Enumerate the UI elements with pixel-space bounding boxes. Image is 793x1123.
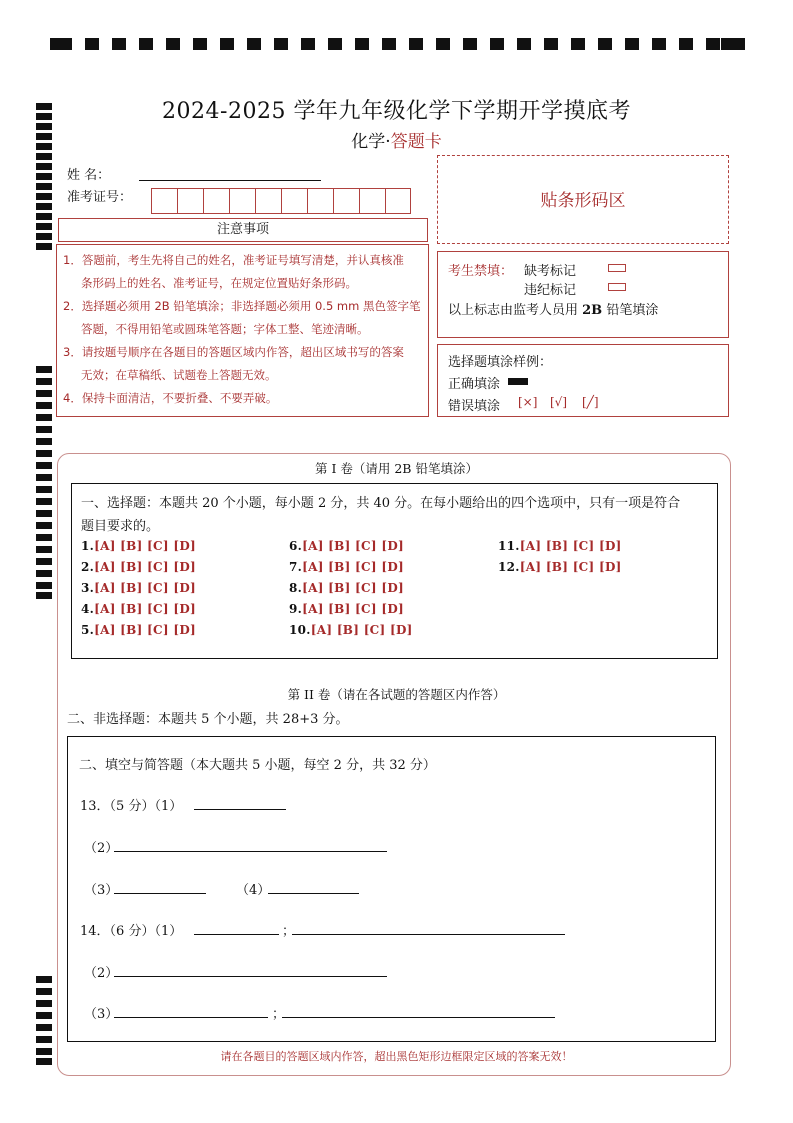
q14-3-label: （3）: [84, 1007, 119, 1022]
fill-example-box: 选择题填涂样例： 正确填涂 错误填涂 [×] [√] [╱]: [437, 344, 729, 417]
notice-box: 1．答题前，考生先将自己的姓名，准考证号填写清楚，并认真核准 条形码上的姓名、准考证号，在规定位置贴好条形码。 2．选择题必须用 2B 铅笔填涂；非选择题必须用 0.5 mm 黑色签字笔 答题，不得用铅笔或圆珠笔答题；字体工整、笔迹清晰。 3．请按题号顺序在各题目的答题区域内作答，超出区域书写的答案 无效；在草稿纸、试题卷上答题无效。 4．保持卡面清洁，不要折叠、不要弄破。: [56, 244, 429, 417]
q14-2-answer-line[interactable]: [114, 976, 387, 977]
q13-4-answer-line[interactable]: [268, 893, 359, 894]
name-field[interactable]: [139, 180, 321, 181]
q13-3-label: （3）: [84, 883, 119, 898]
name-label: 姓 名：: [67, 168, 111, 183]
question-11[interactable]: 11.[A] [B] [C] [D]: [498, 539, 622, 553]
question-12[interactable]: 12.[A] [B] [C] [D]: [498, 560, 622, 574]
question-8[interactable]: 8.[A] [B] [C] [D]: [289, 581, 405, 595]
id-label: 准考证号：: [67, 190, 133, 205]
q13-2-label: （2）: [84, 841, 119, 856]
barcode-label: 贴条形码区: [540, 191, 626, 211]
q14-3a-answer-line[interactable]: [114, 1017, 268, 1018]
q13-2-answer-line[interactable]: [114, 851, 387, 852]
id-boxes[interactable]: [151, 188, 411, 214]
absent-mark-box[interactable]: [608, 264, 626, 272]
q14-3b-answer-line[interactable]: [282, 1017, 555, 1018]
part2-heading: 第 II 卷（请在各试题的答题区内作答）: [287, 687, 506, 702]
question-3[interactable]: 3.[A] [B] [C] [D]: [81, 581, 197, 595]
page-title: 2024-2025 学年九年级化学下学期开学摸底考: [162, 99, 631, 124]
q14-2-label: （2）: [84, 966, 119, 981]
question-6[interactable]: 6.[A] [B] [C] [D]: [289, 539, 405, 553]
q13-1-answer-line[interactable]: [194, 809, 286, 810]
top-timing-marks: [50, 38, 745, 50]
barcode-area: [437, 155, 729, 244]
q14-1b-answer-line[interactable]: [292, 934, 565, 935]
footer-warning: 请在各题目的答题区域内作答，超出黑色矩形边框限定区域的答案无效！: [220, 1050, 573, 1063]
q13-3-answer-line[interactable]: [114, 893, 206, 894]
exam-marks-box: 考生禁填： 缺考标记 违纪标记 以上标志由监考人员用 2B 铅笔填涂: [437, 251, 729, 338]
question-2[interactable]: 2.[A] [B] [C] [D]: [81, 560, 197, 574]
choice-section: 一、选择题：本题共 20 个小题，每小题 2 分，共 40 分。在每小题给出的四个选项中，只有一项是符合 题目要求的。: [71, 483, 718, 659]
q13-label: 13．（5 分）（1）: [80, 799, 183, 814]
question-7[interactable]: 7.[A] [B] [C] [D]: [289, 560, 405, 574]
q14-label: 14．（6 分）（1）: [80, 924, 183, 939]
question-4[interactable]: 4.[A] [B] [C] [D]: [81, 602, 197, 616]
page-subtitle: 化学·答题卡: [351, 132, 442, 152]
question-9[interactable]: 9.[A] [B] [C] [D]: [289, 602, 405, 616]
part1-heading: 第 I 卷（请用 2B 铅笔填涂）: [315, 461, 478, 476]
question-5[interactable]: 5.[A] [B] [C] [D]: [81, 623, 197, 637]
notice-heading: 注意事项: [58, 218, 428, 242]
violation-mark-box[interactable]: [608, 283, 626, 291]
question-1[interactable]: 1.[A] [B] [C] [D]: [81, 539, 197, 553]
q13-4-label: （4）: [236, 883, 271, 898]
q14-1a-answer-line[interactable]: [194, 934, 279, 935]
fill-in-section: 二、填空与简答题（本大题共 5 小题，每空 2 分，共 32 分）: [67, 736, 716, 1042]
part2-instructions: 二、非选择题：本题共 5 个小题，共 28+3 分。: [67, 712, 349, 727]
correct-fill-sample: [508, 378, 528, 385]
question-10[interactable]: 10.[A] [B] [C] [D]: [289, 623, 413, 637]
